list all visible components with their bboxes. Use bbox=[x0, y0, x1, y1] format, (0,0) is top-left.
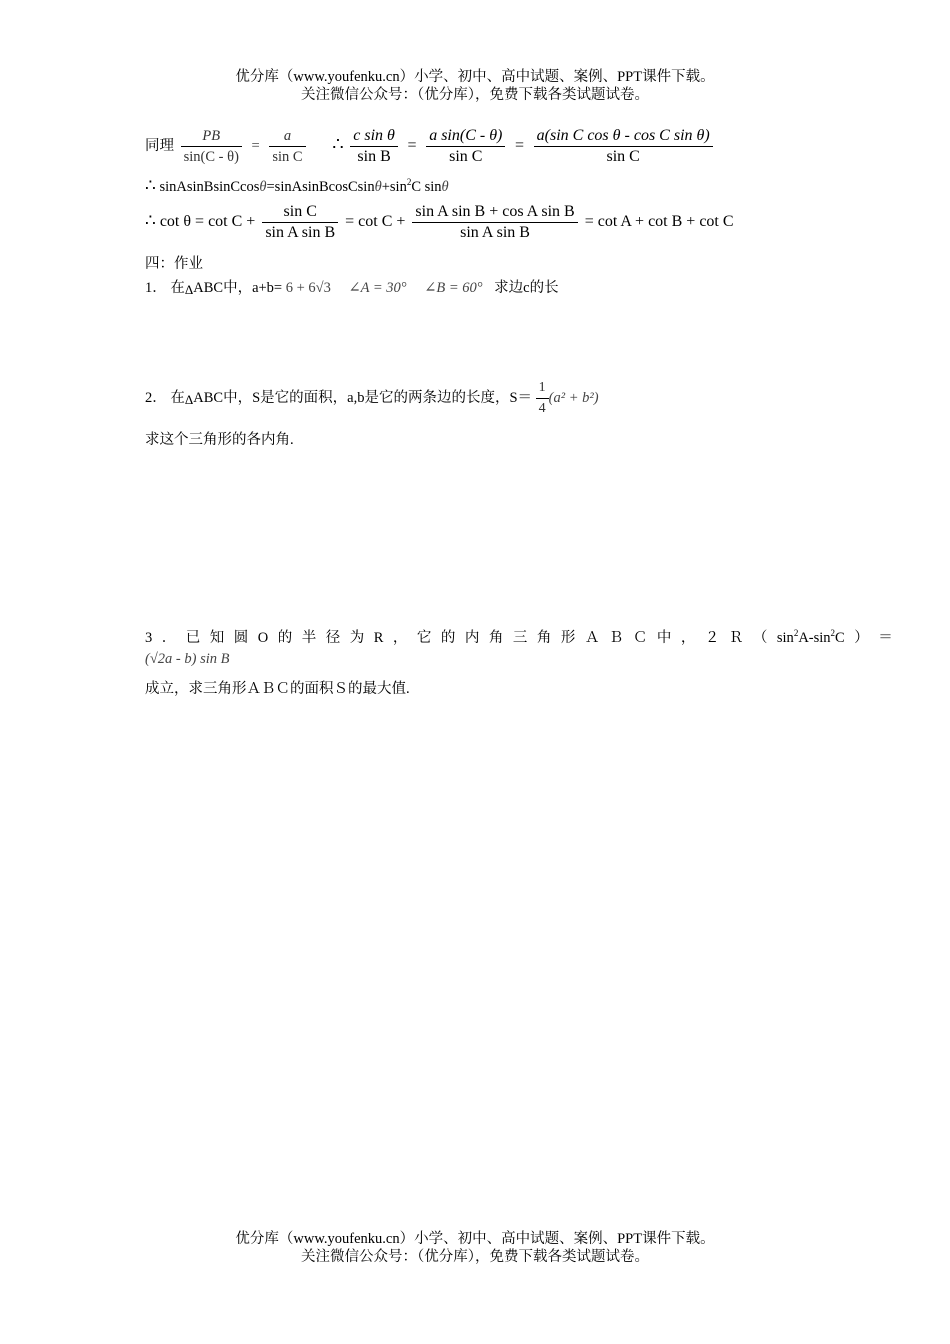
q1-text-b: ABC中，a+b= bbox=[193, 280, 283, 296]
eq1-f3-den: sin B bbox=[350, 146, 398, 167]
question-2 bbox=[145, 378, 599, 419]
eq1-prefix: 同理 bbox=[145, 137, 174, 154]
q3-sup-2: 2 bbox=[830, 628, 836, 639]
eq3-fraction-2 bbox=[412, 202, 577, 243]
therefore-symbol-1: ∴ bbox=[332, 133, 344, 154]
eq3-rhs: = cot A + cot B + cot C bbox=[584, 213, 734, 231]
eq2-theta-1: θ bbox=[259, 179, 267, 195]
therefore-symbol-2: ∴ bbox=[145, 176, 156, 195]
eq1-fraction-2 bbox=[269, 126, 305, 167]
eq3-fraction-1 bbox=[262, 202, 338, 243]
eq1-fraction-4 bbox=[426, 126, 505, 167]
eq3-f1-num: sin C bbox=[283, 203, 317, 220]
eq1-fraction-5 bbox=[534, 126, 713, 167]
q2-f-num: 1 bbox=[538, 380, 546, 395]
q1-angle-a: ∠A = 30° bbox=[348, 280, 407, 296]
q1-angle-b: ∠B = 60° bbox=[424, 280, 483, 296]
q2-text-a: 在 bbox=[170, 389, 185, 406]
q1-number: 1． bbox=[145, 280, 167, 296]
eq3-f1-den: sin A sin B bbox=[262, 222, 338, 243]
eq2-part-d: C sin bbox=[411, 179, 442, 195]
page-header bbox=[0, 68, 950, 104]
eq2-part-a: sinAsinBsinCcos bbox=[159, 179, 260, 195]
q3-line1-b: sin bbox=[776, 630, 794, 646]
q2-line-2: 求这个三角形的各内角. bbox=[145, 432, 294, 448]
eq1-equals-2: = bbox=[407, 136, 417, 154]
eq1-f2-num: a bbox=[283, 128, 292, 144]
header-line-1: 优分库（www.youfenku.cn）小学、初中、高中试题、案例、PPT课件下载。 bbox=[235, 69, 715, 85]
eq2-part-b: =sinAsinBcosCsin bbox=[266, 179, 375, 195]
q1-text-a: 在 bbox=[170, 280, 185, 296]
question-1 bbox=[145, 276, 559, 298]
eq2-theta-3: θ bbox=[441, 179, 449, 195]
q2-paren: (a² + b²) bbox=[548, 389, 599, 406]
eq1-f1-num: PB bbox=[202, 128, 221, 144]
eq3-f2-num: sin A sin B + cos A sin B bbox=[415, 203, 575, 220]
eq2-theta-2: θ bbox=[374, 179, 382, 195]
eq1-f2-den: sin C bbox=[269, 146, 305, 167]
eq1-f4-num: a sin(C - θ) bbox=[429, 127, 503, 144]
q2-fraction bbox=[536, 378, 549, 419]
header-line-2: 关注微信公众号：（优分库），免费下载各类试题试卷。 bbox=[301, 87, 649, 103]
q1-text-c: 求边c的长 bbox=[494, 280, 559, 296]
footer-line-2: 关注微信公众号：（优分库），免费下载各类试题试卷。 bbox=[301, 1249, 649, 1265]
question-3 bbox=[145, 626, 902, 647]
page-footer bbox=[0, 1230, 950, 1266]
q3-line1-d: C）＝ bbox=[835, 630, 903, 646]
eq2-part-c: +sin bbox=[381, 179, 407, 195]
q2-text-b: ABC中，S是它的面积，a,b是它的两条边的长度，S＝ bbox=[193, 389, 533, 406]
eq2-superscript: 2 bbox=[406, 177, 412, 188]
eq1-equals-3: = bbox=[515, 136, 525, 154]
q3-sup-1: 2 bbox=[793, 628, 799, 639]
eq1-f4-den: sin C bbox=[426, 146, 505, 167]
eq1-fraction-3 bbox=[350, 126, 398, 167]
eq3-f2-den: sin A sin B bbox=[412, 222, 577, 243]
q3-line1-a: 3．已知圆O的半径为R，它的内角三角形ＡＢＣ中，２Ｒ（ bbox=[145, 630, 777, 646]
eq1-f1-den: sin(C - θ) bbox=[181, 146, 242, 167]
equation-3 bbox=[145, 202, 734, 243]
eq3-mid: = cot C + bbox=[345, 213, 406, 231]
eq1-equals: = bbox=[251, 137, 260, 154]
q3-line-2: (√2a - b) sin B bbox=[145, 651, 230, 667]
equation-1 bbox=[145, 126, 716, 167]
equation-2 bbox=[145, 176, 449, 196]
homework-title: 四：作业 bbox=[145, 256, 203, 272]
triangle-symbol: Δ bbox=[184, 282, 194, 297]
eq1-fraction-1 bbox=[181, 126, 242, 167]
q3-line-3: 成立，求三角形ＡＢＣ的面积Ｓ的最大值. bbox=[145, 681, 410, 697]
therefore-symbol-3: ∴ bbox=[145, 211, 156, 231]
q3-line1-c: A-sin bbox=[798, 630, 831, 646]
footer-line-1: 优分库（www.youfenku.cn）小学、初中、高中试题、案例、PPT课件下载。 bbox=[235, 1231, 715, 1247]
q1-value: 6 + 6√3 bbox=[285, 280, 331, 296]
eq1-f3-num: c sin θ bbox=[353, 127, 395, 144]
eq3-lhs: cot θ = cot C + bbox=[159, 213, 256, 231]
eq1-f5-den: sin C bbox=[534, 146, 713, 167]
q2-f-den: 4 bbox=[536, 398, 549, 419]
q2-number: 2． bbox=[145, 389, 167, 406]
eq1-f5-num: a(sin C cos θ - cos C sin θ) bbox=[536, 127, 710, 144]
triangle-symbol-2: Δ bbox=[184, 391, 194, 407]
